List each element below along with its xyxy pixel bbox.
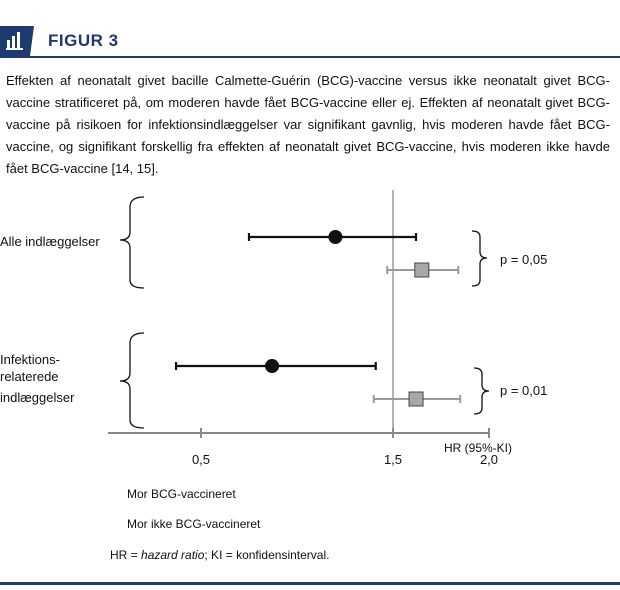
figure-header xyxy=(0,0,620,58)
footnote-prefix: HR = xyxy=(110,548,142,562)
footnote xyxy=(110,548,329,562)
legend-item-vaccinated: Mor BCG-vaccineret xyxy=(127,487,236,501)
p-value-label: p = 0,01 xyxy=(500,383,548,398)
group-label: indlæggelser xyxy=(0,390,75,405)
group-label: Infektions- xyxy=(0,352,60,367)
point-estimate-square xyxy=(409,392,423,406)
footnote-suffix: ; KI = konfidensinterval. xyxy=(204,548,330,562)
legend-item-not-vaccinated: Mor ikke BCG-vaccineret xyxy=(127,517,261,531)
x-tick-label: 1,5 xyxy=(383,452,403,467)
header-rule xyxy=(0,56,620,58)
point-estimate-square xyxy=(415,263,429,277)
pvalue-bracket-2 xyxy=(474,368,489,414)
point-estimate-circle xyxy=(328,230,342,244)
figure-caption: Effekten af neonatalt givet bacille Calmette-Guérin (BCG)-vaccine versus ikke neonatalt givet BCG-vaccine stratificeret på, om moderen havde fået BCG-vaccine eller ej. Effekten af neonatalt givet BCG-vaccine på risikoen for infektionsindlæggelser var signifikant gavnlig, hvis moderen havde fået BCG-vaccine, og signifikant forskellig fra effekten af neonatalt givet BCG-vaccine, hvis moderen ikke havde fået BCG-vaccine [14, 15]. xyxy=(6,73,610,176)
group-label: Alle indlæggelser xyxy=(0,234,100,249)
footnote-hr-term: hazard ratio xyxy=(141,548,205,562)
forest-plot xyxy=(0,180,620,480)
x-tick-label: 2,0 xyxy=(479,452,499,467)
pvalue-bracket-1 xyxy=(472,231,487,286)
x-axis-label: HR (95%-KI) xyxy=(443,441,513,455)
bar-chart-icon xyxy=(0,26,34,56)
group-bracket-left-2 xyxy=(120,333,144,428)
figure-label: FIGUR 3 xyxy=(48,31,119,50)
bottom-rule xyxy=(0,582,620,585)
p-value-label: p = 0,05 xyxy=(500,252,548,267)
x-tick-label: 0,5 xyxy=(191,452,211,467)
group-bracket-left-1 xyxy=(120,197,144,288)
group-label: relaterede xyxy=(0,369,59,384)
point-estimate-circle xyxy=(265,359,279,373)
